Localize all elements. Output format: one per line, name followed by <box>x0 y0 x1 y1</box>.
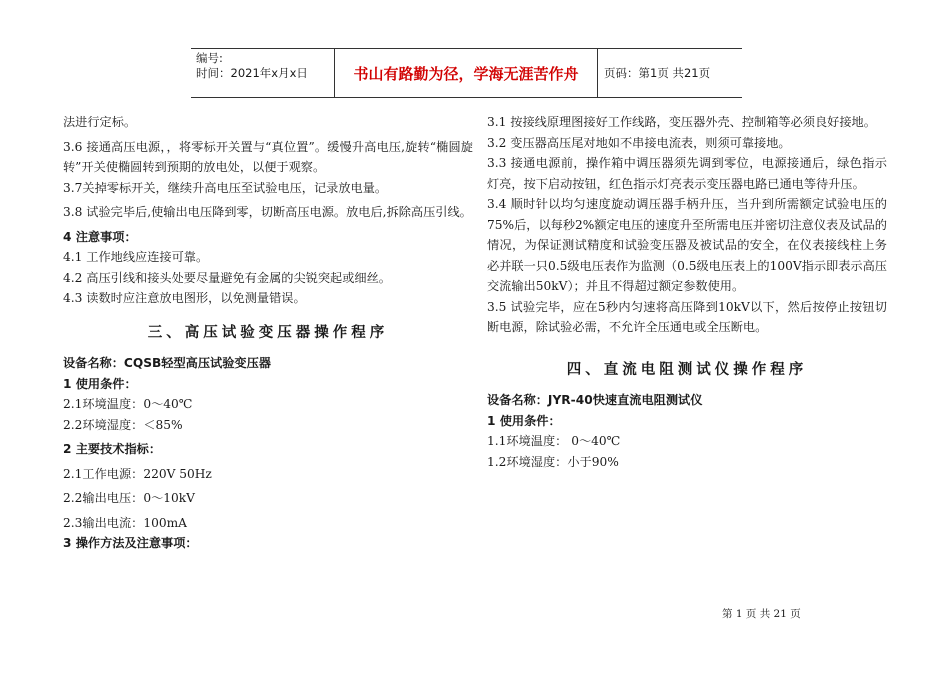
right-heading-conditions: 1 使用条件： <box>487 413 561 428</box>
left-spec-power: 2.1工作电源：220V 50Hz <box>63 466 212 481</box>
left-device-name: 设备名称：CQSB轻型高压试验变压器 <box>63 356 271 370</box>
left-cond-temp: 2.1环境温度：0～40℃ <box>63 397 193 411</box>
left-column <box>63 112 473 554</box>
header-motto: 书山有路勤为径，学海无涯苦作舟 <box>335 49 598 97</box>
section-title-3: 三、高压试验变压器操作程序 <box>147 324 389 341</box>
left-para-3-8: 3.8 试验完毕后,使输出电压降到零，切断高压电源。放电后,拆除高压引线。 <box>63 205 472 219</box>
left-para-4-2: 4.2 高压引线和接头处要尽量避免有金属的尖锐突起或细丝。 <box>63 270 391 285</box>
header-meta <box>191 49 335 97</box>
footer-page-number: 第 1 页 共 21 页 <box>722 608 801 620</box>
right-para-3-5: 3.5 试验完毕，应在5秒内匀速将高压降到10kV以下，然后按停止按钮切断电源，除试验必需，不允许全压通电或全压断电。 <box>487 299 887 334</box>
section-title-4: 四、直流电阻测试仪操作程序 <box>566 361 808 378</box>
left-para-3-6: 3.6 接通高压电源，，将零标开关置与“真位置”。缓慢升高电压,旋转“椭圆旋转”开关使椭圆转到预期的放电处，以便于观察。 <box>63 139 473 174</box>
right-para-3-2: 3.2 变压器高压尾对地如不串接电流表，则须可靠接地。 <box>487 135 791 150</box>
left-heading-specs: 2 主要技术指标： <box>63 442 162 456</box>
right-device-name: 设备名称：JYR-40快速直流电阻测试仪 <box>487 393 703 407</box>
page-header <box>191 48 742 98</box>
left-heading-operation: 3 操作方法及注意事项： <box>63 536 198 550</box>
left-cond-humidity: 2.2环境湿度：＜85% <box>63 417 183 432</box>
right-cond-temp: 1.1环境温度： 0～40℃ <box>487 434 621 448</box>
left-line-1: 法进行定标。 <box>63 115 137 129</box>
left-spec-voltage: 2.2输出电压：0～10kV <box>63 491 195 505</box>
left-para-4-1: 4.1 工作地线应连接可靠。 <box>63 250 209 264</box>
right-column <box>487 112 887 472</box>
left-para-3-7: 3.7关掉零标开关，继续升高电压至试验电压，记录放电量。 <box>63 180 388 195</box>
left-spec-current: 2.3输出电流：100mA <box>63 515 187 530</box>
left-para-4-3: 4.3 读数时应注意放电图形，以免测量错误。 <box>63 291 306 305</box>
right-para-3-1: 3.1 按接线原理图接好工作线路，变压器外壳、控制箱等必须良好接地。 <box>487 115 876 129</box>
right-cond-humidity: 1.2环境湿度：小于90% <box>487 454 619 469</box>
left-heading-conditions: 1 使用条件： <box>63 376 137 391</box>
header-time: 时间：2021年x月x日 <box>196 66 308 80</box>
header-number: 编号: <box>196 51 223 65</box>
right-para-3-4: 3.4 顺时针以均匀速度旋动调压器手柄升压，当升到所需额定试验电压的75%后，以每秒2%额定电压的速度升至所需电压并密切注意仪表及试品的情况，为保证测试精度和试验变压器及被试品的安全，在仪表接线柱上务必并联一只0.5级电压表作为监测（0.5级电压表上的100V指示即表示高压交流输出50kV）；并且不得超过额定参数使用。 <box>487 197 887 293</box>
left-heading-notes: 4 注意事项： <box>63 229 137 244</box>
header-page: 页码：第1页 共21页 <box>604 66 711 80</box>
right-para-3-3: 3.3 接通电源前，操作箱中调压器须先调到零位，电源接通后，绿色指示灯亮，按下启动按钮，红色指示灯亮表示变压器电路已通电等待升压。 <box>487 156 887 191</box>
